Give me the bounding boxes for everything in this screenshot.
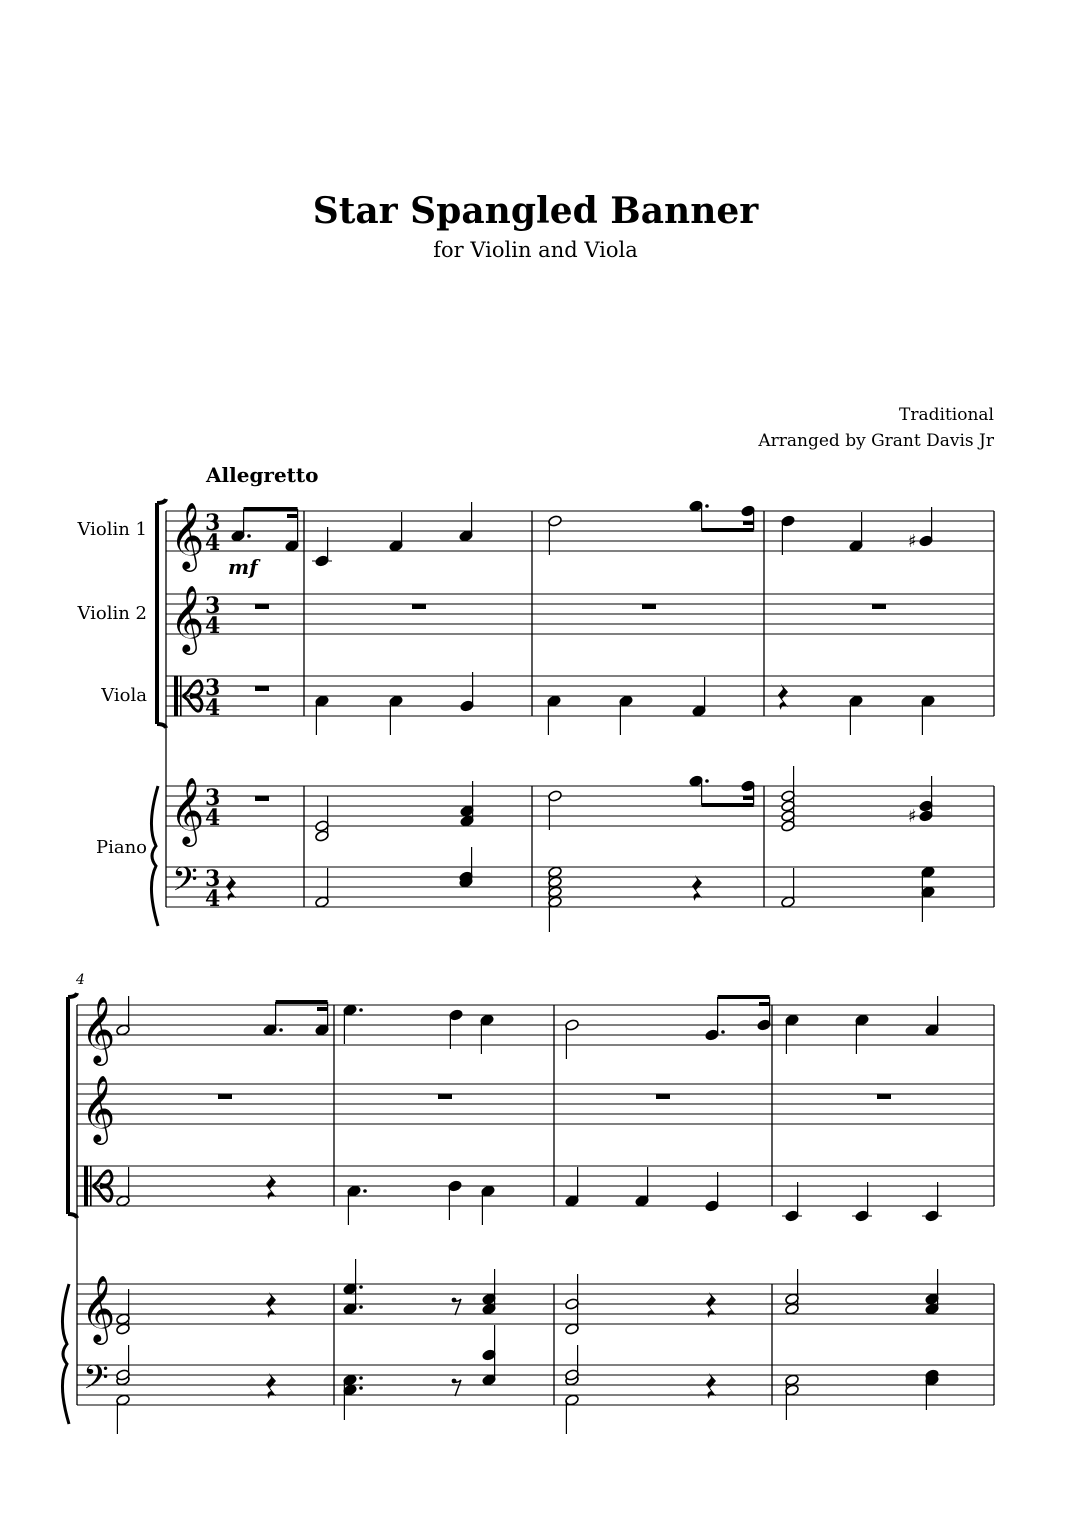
dot bbox=[721, 1030, 725, 1034]
whole-rest bbox=[642, 604, 656, 609]
treble-clef-icon: 𝄞 bbox=[81, 1274, 116, 1342]
piano-brace bbox=[151, 786, 158, 926]
quarter-rest bbox=[778, 684, 788, 710]
instrument-label-violin-2: Violin 2 bbox=[77, 603, 147, 624]
dot bbox=[359, 1285, 363, 1289]
whole-rest bbox=[255, 796, 269, 801]
dot bbox=[279, 1028, 283, 1032]
instrument-label-piano: Piano bbox=[95, 837, 147, 858]
time-signature-top: 3 bbox=[205, 785, 221, 811]
dot bbox=[359, 1386, 363, 1390]
dot bbox=[247, 534, 251, 538]
quarter-rest bbox=[706, 1292, 716, 1318]
quarter-rest bbox=[226, 875, 236, 901]
time-signature-bottom: 4 bbox=[205, 695, 221, 721]
eighth-rest-stem bbox=[454, 1299, 461, 1315]
alto-clef-icon bbox=[180, 676, 182, 716]
arranger-credit: Arranged by Grant Davis Jr bbox=[758, 431, 994, 451]
treble-clef-icon: 𝄞 bbox=[81, 1074, 116, 1142]
string-bracket bbox=[157, 499, 166, 728]
time-signature-bottom: 4 bbox=[205, 886, 221, 912]
time-signature-bottom: 4 bbox=[205, 805, 221, 831]
bass-clef-icon: 𝄢 bbox=[172, 861, 198, 907]
time-signature-top: 3 bbox=[205, 510, 221, 536]
whole-rest bbox=[255, 686, 269, 691]
piano-brace bbox=[62, 1284, 69, 1424]
quarter-rest bbox=[692, 875, 702, 901]
whole-rest bbox=[877, 1094, 891, 1099]
whole-rest bbox=[656, 1094, 670, 1099]
alto-clef-icon bbox=[174, 676, 178, 716]
sharp-sign: ♯ bbox=[908, 531, 917, 552]
time-signature-top: 3 bbox=[205, 675, 221, 701]
treble-clef-icon: 𝄞 bbox=[170, 584, 205, 652]
dot bbox=[359, 1305, 363, 1309]
score-subtitle: for Violin and Viola bbox=[433, 238, 638, 262]
quarter-rest bbox=[266, 1174, 276, 1200]
alto-clef-icon bbox=[90, 1166, 92, 1206]
quarter-rest bbox=[266, 1373, 276, 1399]
bass-clef-icon: 𝄢 bbox=[83, 1359, 109, 1405]
instrument-label-violin-1: Violin 1 bbox=[77, 519, 147, 540]
time-signature-bottom: 4 bbox=[205, 613, 221, 639]
quarter-rest bbox=[706, 1373, 716, 1399]
measure-number: 4 bbox=[76, 972, 85, 988]
instrument-label-viola: Viola bbox=[101, 685, 147, 706]
dot bbox=[705, 504, 709, 508]
string-bracket bbox=[68, 993, 77, 1218]
score-title: Star Spangled Banner bbox=[312, 190, 759, 232]
whole-rest bbox=[218, 1094, 232, 1099]
sharp-sign: ♯ bbox=[908, 806, 917, 827]
treble-clef-icon: 𝄞 bbox=[170, 501, 205, 569]
treble-clef-icon: 𝄞 bbox=[170, 776, 205, 844]
tempo-marking: Allegretto bbox=[206, 463, 319, 487]
dot bbox=[359, 1376, 363, 1380]
whole-rest bbox=[412, 604, 426, 609]
quarter-rest bbox=[266, 1292, 276, 1318]
whole-rest bbox=[872, 604, 886, 609]
dynamic-marking: mf bbox=[228, 555, 258, 579]
time-signature-bottom: 4 bbox=[205, 530, 221, 556]
dot bbox=[705, 779, 709, 783]
treble-clef-icon: 𝄞 bbox=[81, 995, 116, 1063]
time-signature-top: 3 bbox=[205, 593, 221, 619]
eighth-rest-stem bbox=[454, 1380, 461, 1396]
alto-clef-icon bbox=[84, 1166, 88, 1206]
time-signature-top: 3 bbox=[205, 866, 221, 892]
whole-rest bbox=[438, 1094, 452, 1099]
composer-credit: Traditional bbox=[899, 405, 994, 425]
dot bbox=[363, 1189, 367, 1193]
dot bbox=[359, 1008, 363, 1012]
whole-rest bbox=[255, 604, 269, 609]
